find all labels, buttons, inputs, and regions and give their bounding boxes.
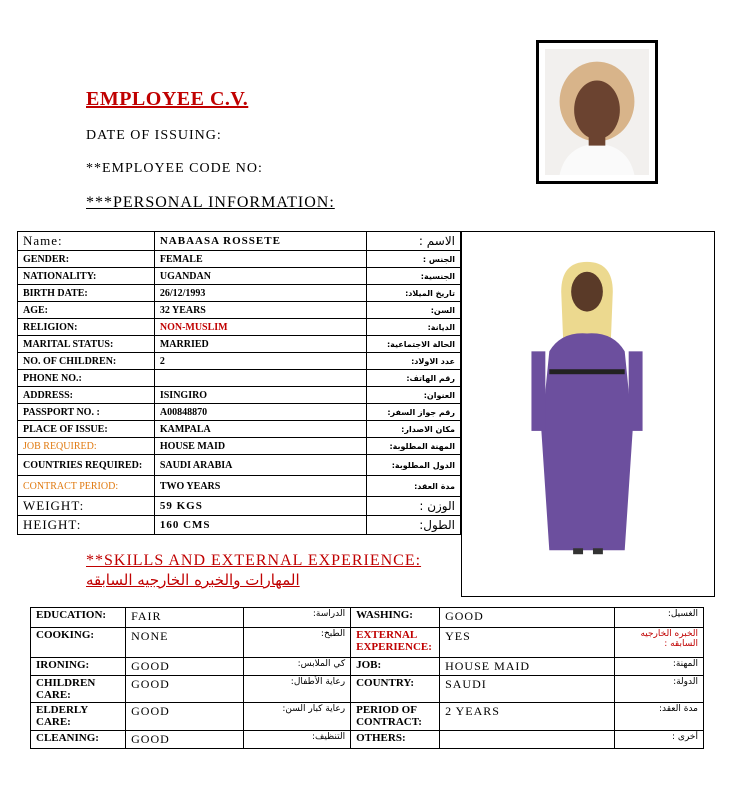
personal-info-row bbox=[18, 516, 461, 535]
personal-info-row bbox=[18, 285, 461, 302]
field-value: MARRIED bbox=[154, 336, 366, 353]
field-label-arabic: مكان الاصدار: bbox=[366, 421, 460, 438]
field-label-arabic: الحالة الاجتماعية: bbox=[366, 336, 460, 353]
personal-info-row bbox=[18, 336, 461, 353]
personal-info-row bbox=[18, 370, 461, 387]
field-label-arabic: الجنس : bbox=[366, 251, 460, 268]
field-value: SAUDI ARABIA bbox=[154, 455, 366, 476]
experience-label-arabic: الدولة: bbox=[614, 676, 703, 703]
full-body-image bbox=[462, 232, 714, 596]
field-value: NABAASA ROSSETE bbox=[154, 232, 366, 251]
personal-info-row bbox=[18, 387, 461, 404]
experience-label-arabic: الغسيل: bbox=[614, 608, 703, 628]
field-label: AGE: bbox=[18, 302, 155, 319]
field-value: 32 YEARS bbox=[154, 302, 366, 319]
skills-row bbox=[31, 676, 704, 703]
personal-info-heading: ***PERSONAL INFORMATION: bbox=[86, 194, 335, 211]
field-label: WEIGHT: bbox=[18, 497, 155, 516]
field-label: PHONE NO.: bbox=[18, 370, 155, 387]
experience-label: EXTERNAL EXPERIENCE: bbox=[351, 628, 440, 658]
experience-label-arabic: أخرى : bbox=[614, 731, 703, 749]
personal-info-row bbox=[18, 421, 461, 438]
skill-value: FAIR bbox=[126, 608, 244, 628]
field-value: KAMPALA bbox=[154, 421, 366, 438]
field-label-arabic: مدة العقد: bbox=[366, 476, 460, 497]
field-label: PLACE OF ISSUE: bbox=[18, 421, 155, 438]
experience-label: OTHERS: bbox=[351, 731, 440, 749]
skill-label-arabic: الطبخ: bbox=[243, 628, 350, 658]
experience-value: 2 YEARS bbox=[440, 703, 615, 731]
experience-label: PERIOD OF CONTRACT: bbox=[351, 703, 440, 731]
experience-label-arabic: المهنة: bbox=[614, 658, 703, 676]
skill-label: EDUCATION: bbox=[31, 608, 126, 628]
field-label-arabic: الطول: bbox=[366, 516, 460, 535]
personal-info-table bbox=[17, 231, 461, 535]
field-label-arabic: رقم الهاتف: bbox=[366, 370, 460, 387]
field-label-arabic: عدد الاولاد: bbox=[366, 353, 460, 370]
experience-label: JOB: bbox=[351, 658, 440, 676]
personal-info-row bbox=[18, 476, 461, 497]
personal-info-row bbox=[18, 497, 461, 516]
experience-label-arabic: مدة العقد: bbox=[614, 703, 703, 731]
skill-label-arabic: رعاية الأطفال: bbox=[243, 676, 350, 703]
field-label: PASSPORT NO. : bbox=[18, 404, 155, 421]
skills-row bbox=[31, 731, 704, 749]
field-label: HEIGHT: bbox=[18, 516, 155, 535]
field-value: HOUSE MAID bbox=[154, 438, 366, 455]
skill-label: CHILDREN CARE: bbox=[31, 676, 126, 703]
field-label: RELIGION: bbox=[18, 319, 155, 336]
skill-label-arabic: رعاية كبار السن: bbox=[243, 703, 350, 731]
full-body-photo bbox=[461, 231, 715, 597]
personal-info-row bbox=[18, 251, 461, 268]
personal-info-row bbox=[18, 438, 461, 455]
experience-label-arabic: الخبره الخارجيه السابقه : bbox=[614, 628, 703, 658]
experience-value bbox=[440, 731, 615, 749]
employee-code-label: **EMPLOYEE CODE NO: bbox=[86, 161, 263, 176]
skills-table bbox=[30, 607, 704, 749]
skill-label-arabic: كي الملابس: bbox=[243, 658, 350, 676]
experience-value: YES bbox=[440, 628, 615, 658]
field-label-arabic: الديانة: bbox=[366, 319, 460, 336]
field-label-arabic: الدول المطلوبة: bbox=[366, 455, 460, 476]
field-label: JOB REQUIRED: bbox=[18, 438, 155, 455]
personal-info-row bbox=[18, 404, 461, 421]
field-label-arabic: السن: bbox=[366, 302, 460, 319]
skill-label: IRONING: bbox=[31, 658, 126, 676]
experience-label: COUNTRY: bbox=[351, 676, 440, 703]
field-label-arabic: الوزن : bbox=[366, 497, 460, 516]
experience-value: HOUSE MAID bbox=[440, 658, 615, 676]
skills-row bbox=[31, 658, 704, 676]
field-value: UGANDAN bbox=[154, 268, 366, 285]
personal-info-row bbox=[18, 353, 461, 370]
skill-label: CLEANING: bbox=[31, 731, 126, 749]
field-label: NATIONALITY: bbox=[18, 268, 155, 285]
skill-value: GOOD bbox=[126, 703, 244, 731]
field-label-arabic: تاريخ الميلاد: bbox=[366, 285, 460, 302]
skill-label-arabic: الدراسة: bbox=[243, 608, 350, 628]
field-label: MARITAL STATUS: bbox=[18, 336, 155, 353]
date-of-issuing-label: DATE OF ISSUING: bbox=[86, 128, 222, 143]
field-value: 160 CMS bbox=[154, 516, 366, 535]
passport-photo bbox=[536, 40, 658, 184]
skills-row bbox=[31, 628, 704, 658]
field-label-arabic: الجنسية: bbox=[366, 268, 460, 285]
field-value: FEMALE bbox=[154, 251, 366, 268]
experience-value: GOOD bbox=[440, 608, 615, 628]
field-value: TWO YEARS bbox=[154, 476, 366, 497]
experience-value: SAUDI bbox=[440, 676, 615, 703]
personal-info-row bbox=[18, 302, 461, 319]
skill-value: GOOD bbox=[126, 658, 244, 676]
skill-label-arabic: التنظيف: bbox=[243, 731, 350, 749]
field-value: A00848870 bbox=[154, 404, 366, 421]
skills-heading-arabic: المهارات والخبره الخارجيه السابقه bbox=[86, 571, 300, 589]
personal-info-row bbox=[18, 268, 461, 285]
cv-title: EMPLOYEE C.V. bbox=[86, 88, 249, 110]
experience-label: WASHING: bbox=[351, 608, 440, 628]
field-label-arabic: المهنة المطلوبة: bbox=[366, 438, 460, 455]
skills-row bbox=[31, 608, 704, 628]
skill-value: GOOD bbox=[126, 676, 244, 703]
field-label: COUNTRIES REQUIRED: bbox=[18, 455, 155, 476]
skills-row bbox=[31, 703, 704, 731]
field-label: GENDER: bbox=[18, 251, 155, 268]
personal-info-row bbox=[18, 232, 461, 251]
field-label: ADDRESS: bbox=[18, 387, 155, 404]
skill-value: NONE bbox=[126, 628, 244, 658]
field-value: ISINGIRO bbox=[154, 387, 366, 404]
field-value: 26/12/1993 bbox=[154, 285, 366, 302]
skill-label: COOKING: bbox=[31, 628, 126, 658]
field-label: CONTRACT PERIOD: bbox=[18, 476, 155, 497]
field-label: NO. OF CHILDREN: bbox=[18, 353, 155, 370]
field-value: 2 bbox=[154, 353, 366, 370]
personal-info-row bbox=[18, 455, 461, 476]
field-label: Name: bbox=[18, 232, 155, 251]
skill-value: GOOD bbox=[126, 731, 244, 749]
field-value: NON-MUSLIM bbox=[154, 319, 366, 336]
field-value bbox=[154, 370, 366, 387]
personal-info-row bbox=[18, 319, 461, 336]
field-label-arabic: الاسم : bbox=[366, 232, 460, 251]
field-value: 59 KGS bbox=[154, 497, 366, 516]
field-label-arabic: العنوان: bbox=[366, 387, 460, 404]
skill-label: ELDERLY CARE: bbox=[31, 703, 126, 731]
skills-heading: **SKILLS AND EXTERNAL EXPERIENCE: bbox=[86, 552, 422, 569]
field-label: BIRTH DATE: bbox=[18, 285, 155, 302]
field-label-arabic: رقم جواز السفر: bbox=[366, 404, 460, 421]
portrait-image bbox=[545, 49, 649, 175]
